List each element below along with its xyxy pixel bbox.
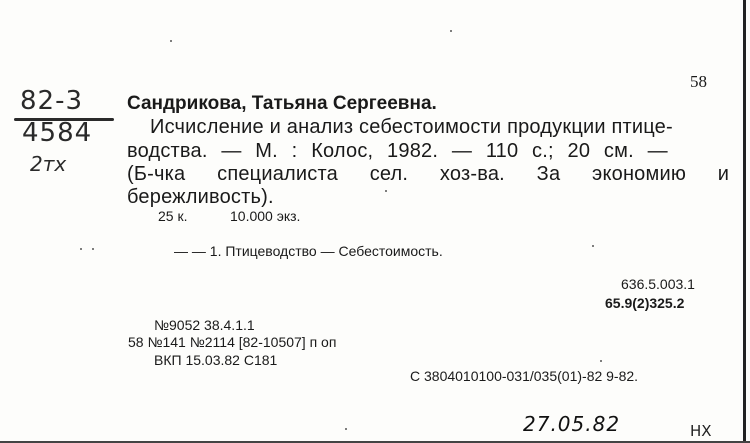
speck	[385, 190, 387, 192]
speck	[345, 428, 347, 430]
handwritten-scribble: 2тх	[30, 152, 67, 176]
price: 25 к.	[158, 208, 188, 224]
bbk-index: 65.9(2)325.2	[605, 295, 685, 311]
speck	[80, 248, 82, 250]
handwritten-date: 27.05.82	[523, 412, 621, 436]
author-heading: Сандрикова, Татьяна Сергеевна.	[127, 93, 437, 114]
speck	[450, 30, 452, 32]
description-line: бережливость).	[127, 186, 274, 208]
description-line: Исчисление и анализ себестоимости продукции птице-	[150, 116, 673, 138]
handwritten-inventory-number: 4584	[22, 118, 93, 148]
speck	[92, 248, 94, 250]
handwritten-initials: НХ	[690, 422, 712, 440]
copies-count: 10.000 экз.	[230, 208, 301, 224]
udc-index: 636.5.003.1	[621, 276, 695, 292]
print-info-line: ВКП 15.03.82 C181	[154, 352, 278, 368]
print-info-line: №9052 38.4.1.1	[154, 317, 255, 333]
card-right-edge	[743, 0, 746, 443]
speck	[592, 245, 594, 247]
print-info-line: 58 №141 №2114 [82-10507] п оп	[128, 334, 337, 350]
description-line: водства. — М. : Колос, 1982. — 110 с.; 20 см. —	[127, 140, 668, 162]
subject-tracing: — — 1. Птицеводство — Себестоимость.	[174, 243, 443, 259]
speck	[600, 360, 602, 362]
description-line: (Б-чка специалиста сел. хоз-ва. За экономию и	[127, 163, 730, 185]
handwritten-shelf-code: 82-3	[20, 86, 84, 116]
speck	[170, 40, 172, 42]
isbn-code-line: C 3804010100-031/035(01)-82 9-82.	[410, 368, 639, 384]
page-number: 58	[690, 72, 707, 91]
